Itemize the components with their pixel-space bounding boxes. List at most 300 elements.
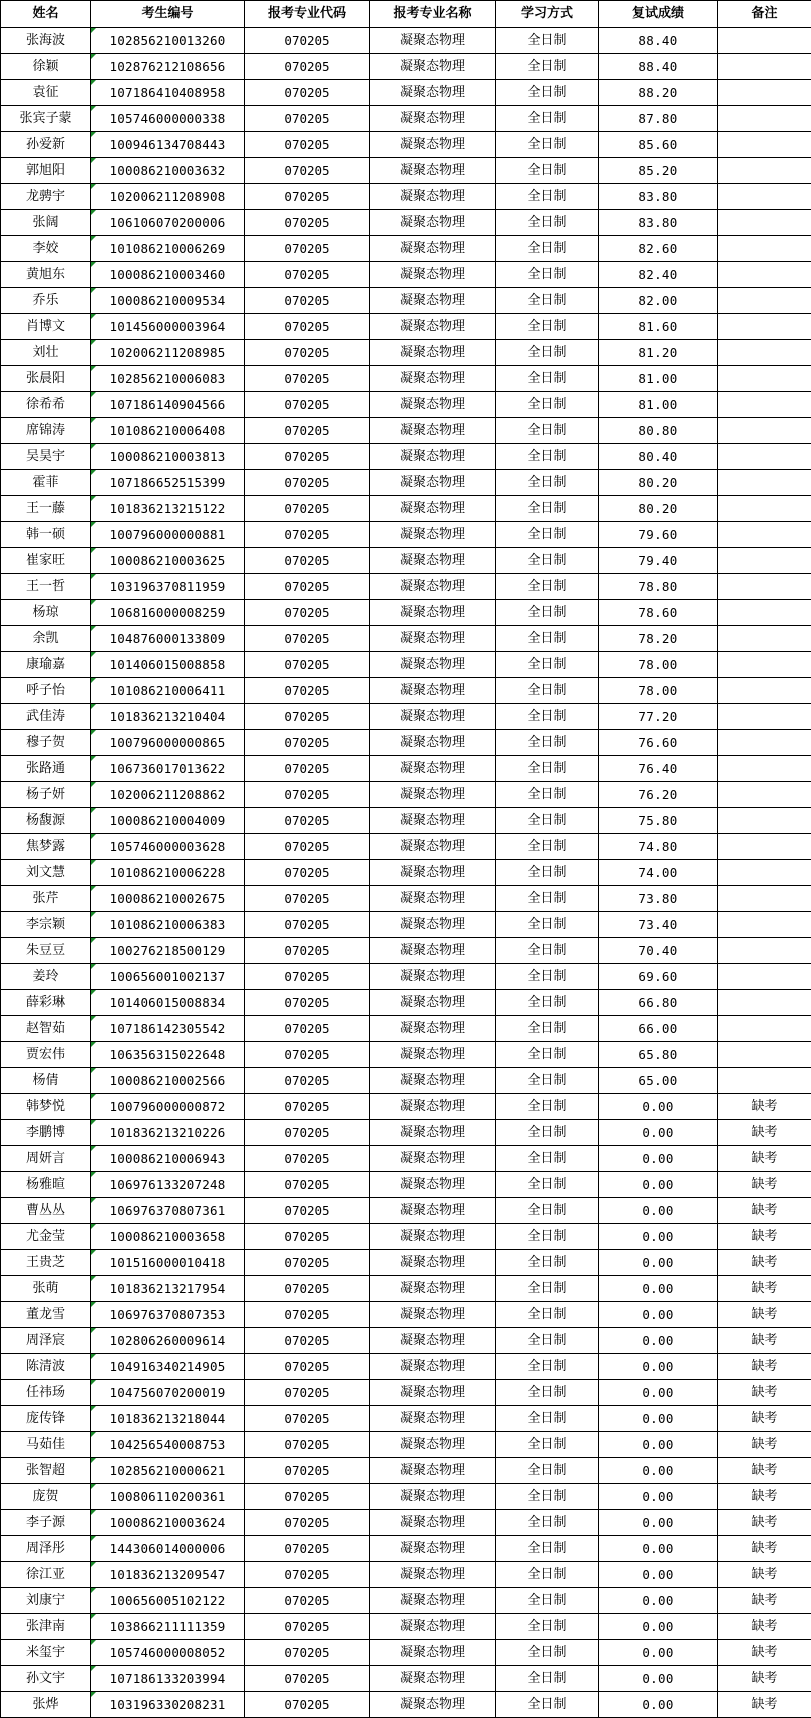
cell-major-name: 凝聚态物理	[370, 54, 496, 80]
table-row	[1, 158, 811, 184]
cell-remarks: 缺考	[718, 1120, 811, 1146]
cell-candidate-id: 101086210006411	[91, 678, 245, 704]
table-row	[1, 1250, 811, 1276]
cell-name: 郭旭阳	[1, 158, 91, 184]
cell-major-name: 凝聚态物理	[370, 808, 496, 834]
table-row	[1, 496, 811, 522]
cell-major-code: 070205	[245, 1458, 370, 1484]
cell-major-code: 070205	[245, 1224, 370, 1250]
cell-remarks	[718, 964, 811, 990]
cell-name: 周妍言	[1, 1146, 91, 1172]
cell-study-mode: 全日制	[496, 1224, 599, 1250]
cell-study-mode: 全日制	[496, 1380, 599, 1406]
cell-major-name: 凝聚态物理	[370, 1536, 496, 1562]
table-row	[1, 106, 811, 132]
cell-major-code: 070205	[245, 1536, 370, 1562]
cell-study-mode: 全日制	[496, 1406, 599, 1432]
cell-remarks	[718, 834, 811, 860]
cell-retest-score: 81.00	[599, 366, 718, 392]
header-candidate-id: 考生编号	[91, 1, 245, 28]
cell-major-name: 凝聚态物理	[370, 990, 496, 1016]
table-row	[1, 1042, 811, 1068]
cell-major-code: 070205	[245, 886, 370, 912]
cell-remarks	[718, 158, 811, 184]
cell-remarks	[718, 54, 811, 80]
cell-major-name: 凝聚态物理	[370, 210, 496, 236]
cell-major-code: 070205	[245, 912, 370, 938]
cell-major-code: 070205	[245, 80, 370, 106]
cell-name: 王一哲	[1, 574, 91, 600]
cell-retest-score: 78.00	[599, 652, 718, 678]
cell-candidate-id: 144306014000006	[91, 1536, 245, 1562]
cell-remarks	[718, 288, 811, 314]
cell-candidate-id: 100806110200361	[91, 1484, 245, 1510]
cell-candidate-id: 104916340214905	[91, 1354, 245, 1380]
table-row	[1, 522, 811, 548]
cell-retest-score: 0.00	[599, 1588, 718, 1614]
table-row	[1, 54, 811, 80]
cell-remarks: 缺考	[718, 1354, 811, 1380]
cell-remarks	[718, 886, 811, 912]
cell-name: 肖博文	[1, 314, 91, 340]
cell-major-name: 凝聚态物理	[370, 1276, 496, 1302]
cell-remarks	[718, 340, 811, 366]
cell-retest-score: 80.40	[599, 444, 718, 470]
cell-major-code: 070205	[245, 1692, 370, 1718]
table-row	[1, 1666, 811, 1692]
cell-major-name: 凝聚态物理	[370, 1250, 496, 1276]
cell-major-code: 070205	[245, 1484, 370, 1510]
cell-remarks	[718, 626, 811, 652]
cell-major-code: 070205	[245, 1016, 370, 1042]
cell-remarks	[718, 1016, 811, 1042]
cell-retest-score: 66.00	[599, 1016, 718, 1042]
cell-name: 刘壮	[1, 340, 91, 366]
cell-major-code: 070205	[245, 600, 370, 626]
table-row	[1, 418, 811, 444]
cell-remarks: 缺考	[718, 1562, 811, 1588]
cell-study-mode: 全日制	[496, 522, 599, 548]
table-row	[1, 288, 811, 314]
cell-study-mode: 全日制	[496, 1354, 599, 1380]
cell-name: 刘康宁	[1, 1588, 91, 1614]
cell-remarks	[718, 912, 811, 938]
cell-major-name: 凝聚态物理	[370, 1458, 496, 1484]
cell-name: 焦梦露	[1, 834, 91, 860]
cell-major-code: 070205	[245, 1120, 370, 1146]
cell-candidate-id: 100796000000865	[91, 730, 245, 756]
cell-retest-score: 0.00	[599, 1614, 718, 1640]
cell-major-name: 凝聚态物理	[370, 132, 496, 158]
cell-candidate-id: 100656005102122	[91, 1588, 245, 1614]
cell-name: 周泽彤	[1, 1536, 91, 1562]
cell-candidate-id: 101456000003964	[91, 314, 245, 340]
cell-study-mode: 全日制	[496, 28, 599, 54]
cell-retest-score: 0.00	[599, 1250, 718, 1276]
cell-name: 任祎玚	[1, 1380, 91, 1406]
cell-major-code: 070205	[245, 1614, 370, 1640]
cell-name: 王一藤	[1, 496, 91, 522]
cell-candidate-id: 101406015008834	[91, 990, 245, 1016]
table-header	[1, 1, 811, 28]
cell-study-mode: 全日制	[496, 626, 599, 652]
cell-remarks	[718, 600, 811, 626]
cell-major-name: 凝聚态物理	[370, 444, 496, 470]
cell-study-mode: 全日制	[496, 132, 599, 158]
cell-name: 余凯	[1, 626, 91, 652]
cell-major-code: 070205	[245, 990, 370, 1016]
cell-candidate-id: 104756070200019	[91, 1380, 245, 1406]
cell-major-name: 凝聚态物理	[370, 1068, 496, 1094]
cell-candidate-id: 106976133207248	[91, 1172, 245, 1198]
cell-study-mode: 全日制	[496, 262, 599, 288]
cell-candidate-id: 107186652515399	[91, 470, 245, 496]
cell-name: 李鹏博	[1, 1120, 91, 1146]
cell-candidate-id: 100656001002137	[91, 964, 245, 990]
cell-candidate-id: 100276218500129	[91, 938, 245, 964]
cell-remarks: 缺考	[718, 1094, 811, 1120]
cell-retest-score: 0.00	[599, 1484, 718, 1510]
table-row	[1, 1172, 811, 1198]
cell-name: 黄旭东	[1, 262, 91, 288]
cell-major-name: 凝聚态物理	[370, 1666, 496, 1692]
cell-name: 董龙雪	[1, 1302, 91, 1328]
cell-major-name: 凝聚态物理	[370, 834, 496, 860]
cell-name: 龙骋宇	[1, 184, 91, 210]
cell-name: 徐颖	[1, 54, 91, 80]
cell-major-code: 070205	[245, 132, 370, 158]
cell-name: 乔乐	[1, 288, 91, 314]
cell-major-name: 凝聚态物理	[370, 1380, 496, 1406]
table-row	[1, 1614, 811, 1640]
cell-candidate-id: 102806260009614	[91, 1328, 245, 1354]
table-row	[1, 990, 811, 1016]
cell-candidate-id: 101836213209547	[91, 1562, 245, 1588]
cell-major-code: 070205	[245, 756, 370, 782]
cell-major-code: 070205	[245, 574, 370, 600]
table-row	[1, 1224, 811, 1250]
cell-candidate-id: 103866211111359	[91, 1614, 245, 1640]
cell-retest-score: 0.00	[599, 1692, 718, 1718]
cell-major-name: 凝聚态物理	[370, 1406, 496, 1432]
cell-name: 张阔	[1, 210, 91, 236]
cell-major-code: 070205	[245, 652, 370, 678]
cell-name: 张宾子蒙	[1, 106, 91, 132]
cell-retest-score: 83.80	[599, 184, 718, 210]
cell-major-code: 070205	[245, 418, 370, 444]
cell-candidate-id: 102006211208985	[91, 340, 245, 366]
cell-major-code: 070205	[245, 314, 370, 340]
table-row	[1, 80, 811, 106]
cell-study-mode: 全日制	[496, 184, 599, 210]
cell-remarks	[718, 704, 811, 730]
cell-remarks: 缺考	[718, 1692, 811, 1718]
cell-retest-score: 88.40	[599, 54, 718, 80]
cell-retest-score: 76.20	[599, 782, 718, 808]
cell-name: 霍菲	[1, 470, 91, 496]
cell-name: 庞传锋	[1, 1406, 91, 1432]
cell-name: 武佳涛	[1, 704, 91, 730]
cell-candidate-id: 101516000010418	[91, 1250, 245, 1276]
cell-candidate-id: 100086210003625	[91, 548, 245, 574]
cell-remarks	[718, 756, 811, 782]
table-row	[1, 1094, 811, 1120]
cell-name: 薛彩琳	[1, 990, 91, 1016]
cell-candidate-id: 106736017013622	[91, 756, 245, 782]
cell-study-mode: 全日制	[496, 236, 599, 262]
cell-study-mode: 全日制	[496, 80, 599, 106]
cell-name: 马茹佳	[1, 1432, 91, 1458]
cell-name: 袁征	[1, 80, 91, 106]
cell-major-code: 070205	[245, 730, 370, 756]
cell-major-name: 凝聚态物理	[370, 678, 496, 704]
cell-study-mode: 全日制	[496, 990, 599, 1016]
cell-remarks	[718, 522, 811, 548]
cell-study-mode: 全日制	[496, 1458, 599, 1484]
cell-name: 杨子妍	[1, 782, 91, 808]
table-row	[1, 1354, 811, 1380]
cell-major-name: 凝聚态物理	[370, 1094, 496, 1120]
cell-name: 陈清波	[1, 1354, 91, 1380]
table-row	[1, 236, 811, 262]
cell-candidate-id: 100086210006943	[91, 1146, 245, 1172]
cell-remarks	[718, 444, 811, 470]
cell-major-code: 070205	[245, 964, 370, 990]
cell-name: 康瑜嘉	[1, 652, 91, 678]
cell-major-name: 凝聚态物理	[370, 964, 496, 990]
cell-major-code: 070205	[245, 1276, 370, 1302]
cell-candidate-id: 102856210006083	[91, 366, 245, 392]
table-row	[1, 834, 811, 860]
cell-major-name: 凝聚态物理	[370, 366, 496, 392]
cell-study-mode: 全日制	[496, 1692, 599, 1718]
cell-retest-score: 78.20	[599, 626, 718, 652]
table-row	[1, 1016, 811, 1042]
cell-retest-score: 76.60	[599, 730, 718, 756]
table-row	[1, 782, 811, 808]
cell-remarks	[718, 418, 811, 444]
cell-retest-score: 82.00	[599, 288, 718, 314]
cell-study-mode: 全日制	[496, 730, 599, 756]
cell-remarks	[718, 184, 811, 210]
table-row	[1, 132, 811, 158]
cell-retest-score: 74.00	[599, 860, 718, 886]
cell-remarks	[718, 496, 811, 522]
cell-remarks	[718, 132, 811, 158]
cell-major-code: 070205	[245, 1510, 370, 1536]
table-row	[1, 366, 811, 392]
table-row	[1, 730, 811, 756]
cell-name: 徐江亚	[1, 1562, 91, 1588]
cell-name: 张晨阳	[1, 366, 91, 392]
cell-major-name: 凝聚态物理	[370, 704, 496, 730]
table-row	[1, 1146, 811, 1172]
cell-retest-score: 0.00	[599, 1562, 718, 1588]
table-row	[1, 548, 811, 574]
cell-major-name: 凝聚态物理	[370, 288, 496, 314]
cell-major-name: 凝聚态物理	[370, 496, 496, 522]
cell-major-code: 070205	[245, 54, 370, 80]
cell-remarks	[718, 808, 811, 834]
cell-candidate-id: 101086210006408	[91, 418, 245, 444]
table-row	[1, 1198, 811, 1224]
cell-name: 张海波	[1, 28, 91, 54]
cell-study-mode: 全日制	[496, 366, 599, 392]
cell-study-mode: 全日制	[496, 470, 599, 496]
cell-major-code: 070205	[245, 1042, 370, 1068]
cell-candidate-id: 106356315022648	[91, 1042, 245, 1068]
table-row	[1, 340, 811, 366]
cell-remarks	[718, 262, 811, 288]
cell-name: 曹丛丛	[1, 1198, 91, 1224]
cell-major-name: 凝聚态物理	[370, 1614, 496, 1640]
cell-candidate-id: 105746000003628	[91, 834, 245, 860]
cell-name: 呼子怡	[1, 678, 91, 704]
cell-remarks	[718, 80, 811, 106]
cell-study-mode: 全日制	[496, 756, 599, 782]
cell-study-mode: 全日制	[496, 1016, 599, 1042]
cell-retest-score: 75.80	[599, 808, 718, 834]
cell-major-code: 070205	[245, 184, 370, 210]
table-row	[1, 1510, 811, 1536]
cell-name: 韩梦悦	[1, 1094, 91, 1120]
cell-major-code: 070205	[245, 704, 370, 730]
cell-major-name: 凝聚态物理	[370, 392, 496, 418]
cell-major-name: 凝聚态物理	[370, 626, 496, 652]
cell-remarks	[718, 1042, 811, 1068]
cell-remarks	[718, 730, 811, 756]
cell-major-name: 凝聚态物理	[370, 730, 496, 756]
cell-candidate-id: 100086210003632	[91, 158, 245, 184]
table-row	[1, 626, 811, 652]
cell-study-mode: 全日制	[496, 418, 599, 444]
cell-major-code: 070205	[245, 522, 370, 548]
cell-major-code: 070205	[245, 678, 370, 704]
table-row	[1, 938, 811, 964]
cell-remarks: 缺考	[718, 1640, 811, 1666]
cell-retest-score: 0.00	[599, 1536, 718, 1562]
cell-major-name: 凝聚态物理	[370, 184, 496, 210]
cell-candidate-id: 100086210003460	[91, 262, 245, 288]
table-row	[1, 912, 811, 938]
table-row	[1, 1562, 811, 1588]
cell-major-code: 070205	[245, 1354, 370, 1380]
cell-major-name: 凝聚态物理	[370, 756, 496, 782]
cell-retest-score: 0.00	[599, 1458, 718, 1484]
cell-study-mode: 全日制	[496, 548, 599, 574]
cell-retest-score: 0.00	[599, 1120, 718, 1146]
cell-candidate-id: 107186133203994	[91, 1666, 245, 1692]
cell-retest-score: 74.80	[599, 834, 718, 860]
cell-study-mode: 全日制	[496, 808, 599, 834]
cell-retest-score: 0.00	[599, 1172, 718, 1198]
cell-major-name: 凝聚态物理	[370, 1692, 496, 1718]
table-row	[1, 392, 811, 418]
cell-candidate-id: 102856210000621	[91, 1458, 245, 1484]
table-row	[1, 1328, 811, 1354]
cell-study-mode: 全日制	[496, 1510, 599, 1536]
table-row	[1, 28, 811, 54]
cell-major-code: 070205	[245, 392, 370, 418]
cell-study-mode: 全日制	[496, 1640, 599, 1666]
cell-candidate-id: 100086210002566	[91, 1068, 245, 1094]
cell-name: 杨琼	[1, 600, 91, 626]
cell-remarks: 缺考	[718, 1510, 811, 1536]
cell-major-code: 070205	[245, 106, 370, 132]
cell-name: 张智超	[1, 1458, 91, 1484]
cell-retest-score: 78.60	[599, 600, 718, 626]
cell-major-code: 070205	[245, 1328, 370, 1354]
cell-study-mode: 全日制	[496, 782, 599, 808]
cell-major-code: 070205	[245, 1588, 370, 1614]
cell-remarks: 缺考	[718, 1432, 811, 1458]
cell-major-name: 凝聚态物理	[370, 782, 496, 808]
cell-retest-score: 81.20	[599, 340, 718, 366]
cell-remarks: 缺考	[718, 1666, 811, 1692]
cell-major-name: 凝聚态物理	[370, 574, 496, 600]
cell-retest-score: 85.60	[599, 132, 718, 158]
cell-major-name: 凝聚态物理	[370, 1146, 496, 1172]
cell-major-code: 070205	[245, 1172, 370, 1198]
cell-name: 周泽宸	[1, 1328, 91, 1354]
cell-name: 崔家旺	[1, 548, 91, 574]
cell-remarks	[718, 782, 811, 808]
cell-candidate-id: 100086210009534	[91, 288, 245, 314]
cell-name: 张烨	[1, 1692, 91, 1718]
cell-remarks: 缺考	[718, 1458, 811, 1484]
table-row	[1, 1276, 811, 1302]
cell-name: 赵智茹	[1, 1016, 91, 1042]
cell-candidate-id: 107186142305542	[91, 1016, 245, 1042]
cell-candidate-id: 100796000000872	[91, 1094, 245, 1120]
cell-major-code: 070205	[245, 1406, 370, 1432]
cell-study-mode: 全日制	[496, 1432, 599, 1458]
cell-retest-score: 0.00	[599, 1146, 718, 1172]
cell-retest-score: 0.00	[599, 1666, 718, 1692]
cell-retest-score: 87.80	[599, 106, 718, 132]
cell-major-name: 凝聚态物理	[370, 314, 496, 340]
cell-name: 尤金莹	[1, 1224, 91, 1250]
cell-major-name: 凝聚态物理	[370, 860, 496, 886]
cell-major-name: 凝聚态物理	[370, 652, 496, 678]
cell-study-mode: 全日制	[496, 886, 599, 912]
cell-major-code: 070205	[245, 1380, 370, 1406]
cell-major-name: 凝聚态物理	[370, 1042, 496, 1068]
cell-remarks	[718, 236, 811, 262]
cell-study-mode: 全日制	[496, 1302, 599, 1328]
cell-name: 李姣	[1, 236, 91, 262]
cell-major-code: 070205	[245, 834, 370, 860]
cell-remarks: 缺考	[718, 1146, 811, 1172]
cell-major-code: 070205	[245, 262, 370, 288]
cell-name: 孙爱新	[1, 132, 91, 158]
cell-major-name: 凝聚态物理	[370, 938, 496, 964]
cell-retest-score: 88.40	[599, 28, 718, 54]
cell-name: 孙文宇	[1, 1666, 91, 1692]
cell-remarks	[718, 678, 811, 704]
cell-major-code: 070205	[245, 1068, 370, 1094]
cell-study-mode: 全日制	[496, 964, 599, 990]
cell-major-code: 070205	[245, 28, 370, 54]
cell-major-code: 070205	[245, 782, 370, 808]
cell-remarks	[718, 548, 811, 574]
header-retest-score: 复试成绩	[599, 1, 718, 28]
table-row	[1, 678, 811, 704]
header-row	[1, 1, 811, 28]
cell-name: 徐希希	[1, 392, 91, 418]
cell-study-mode: 全日制	[496, 54, 599, 80]
cell-remarks: 缺考	[718, 1172, 811, 1198]
